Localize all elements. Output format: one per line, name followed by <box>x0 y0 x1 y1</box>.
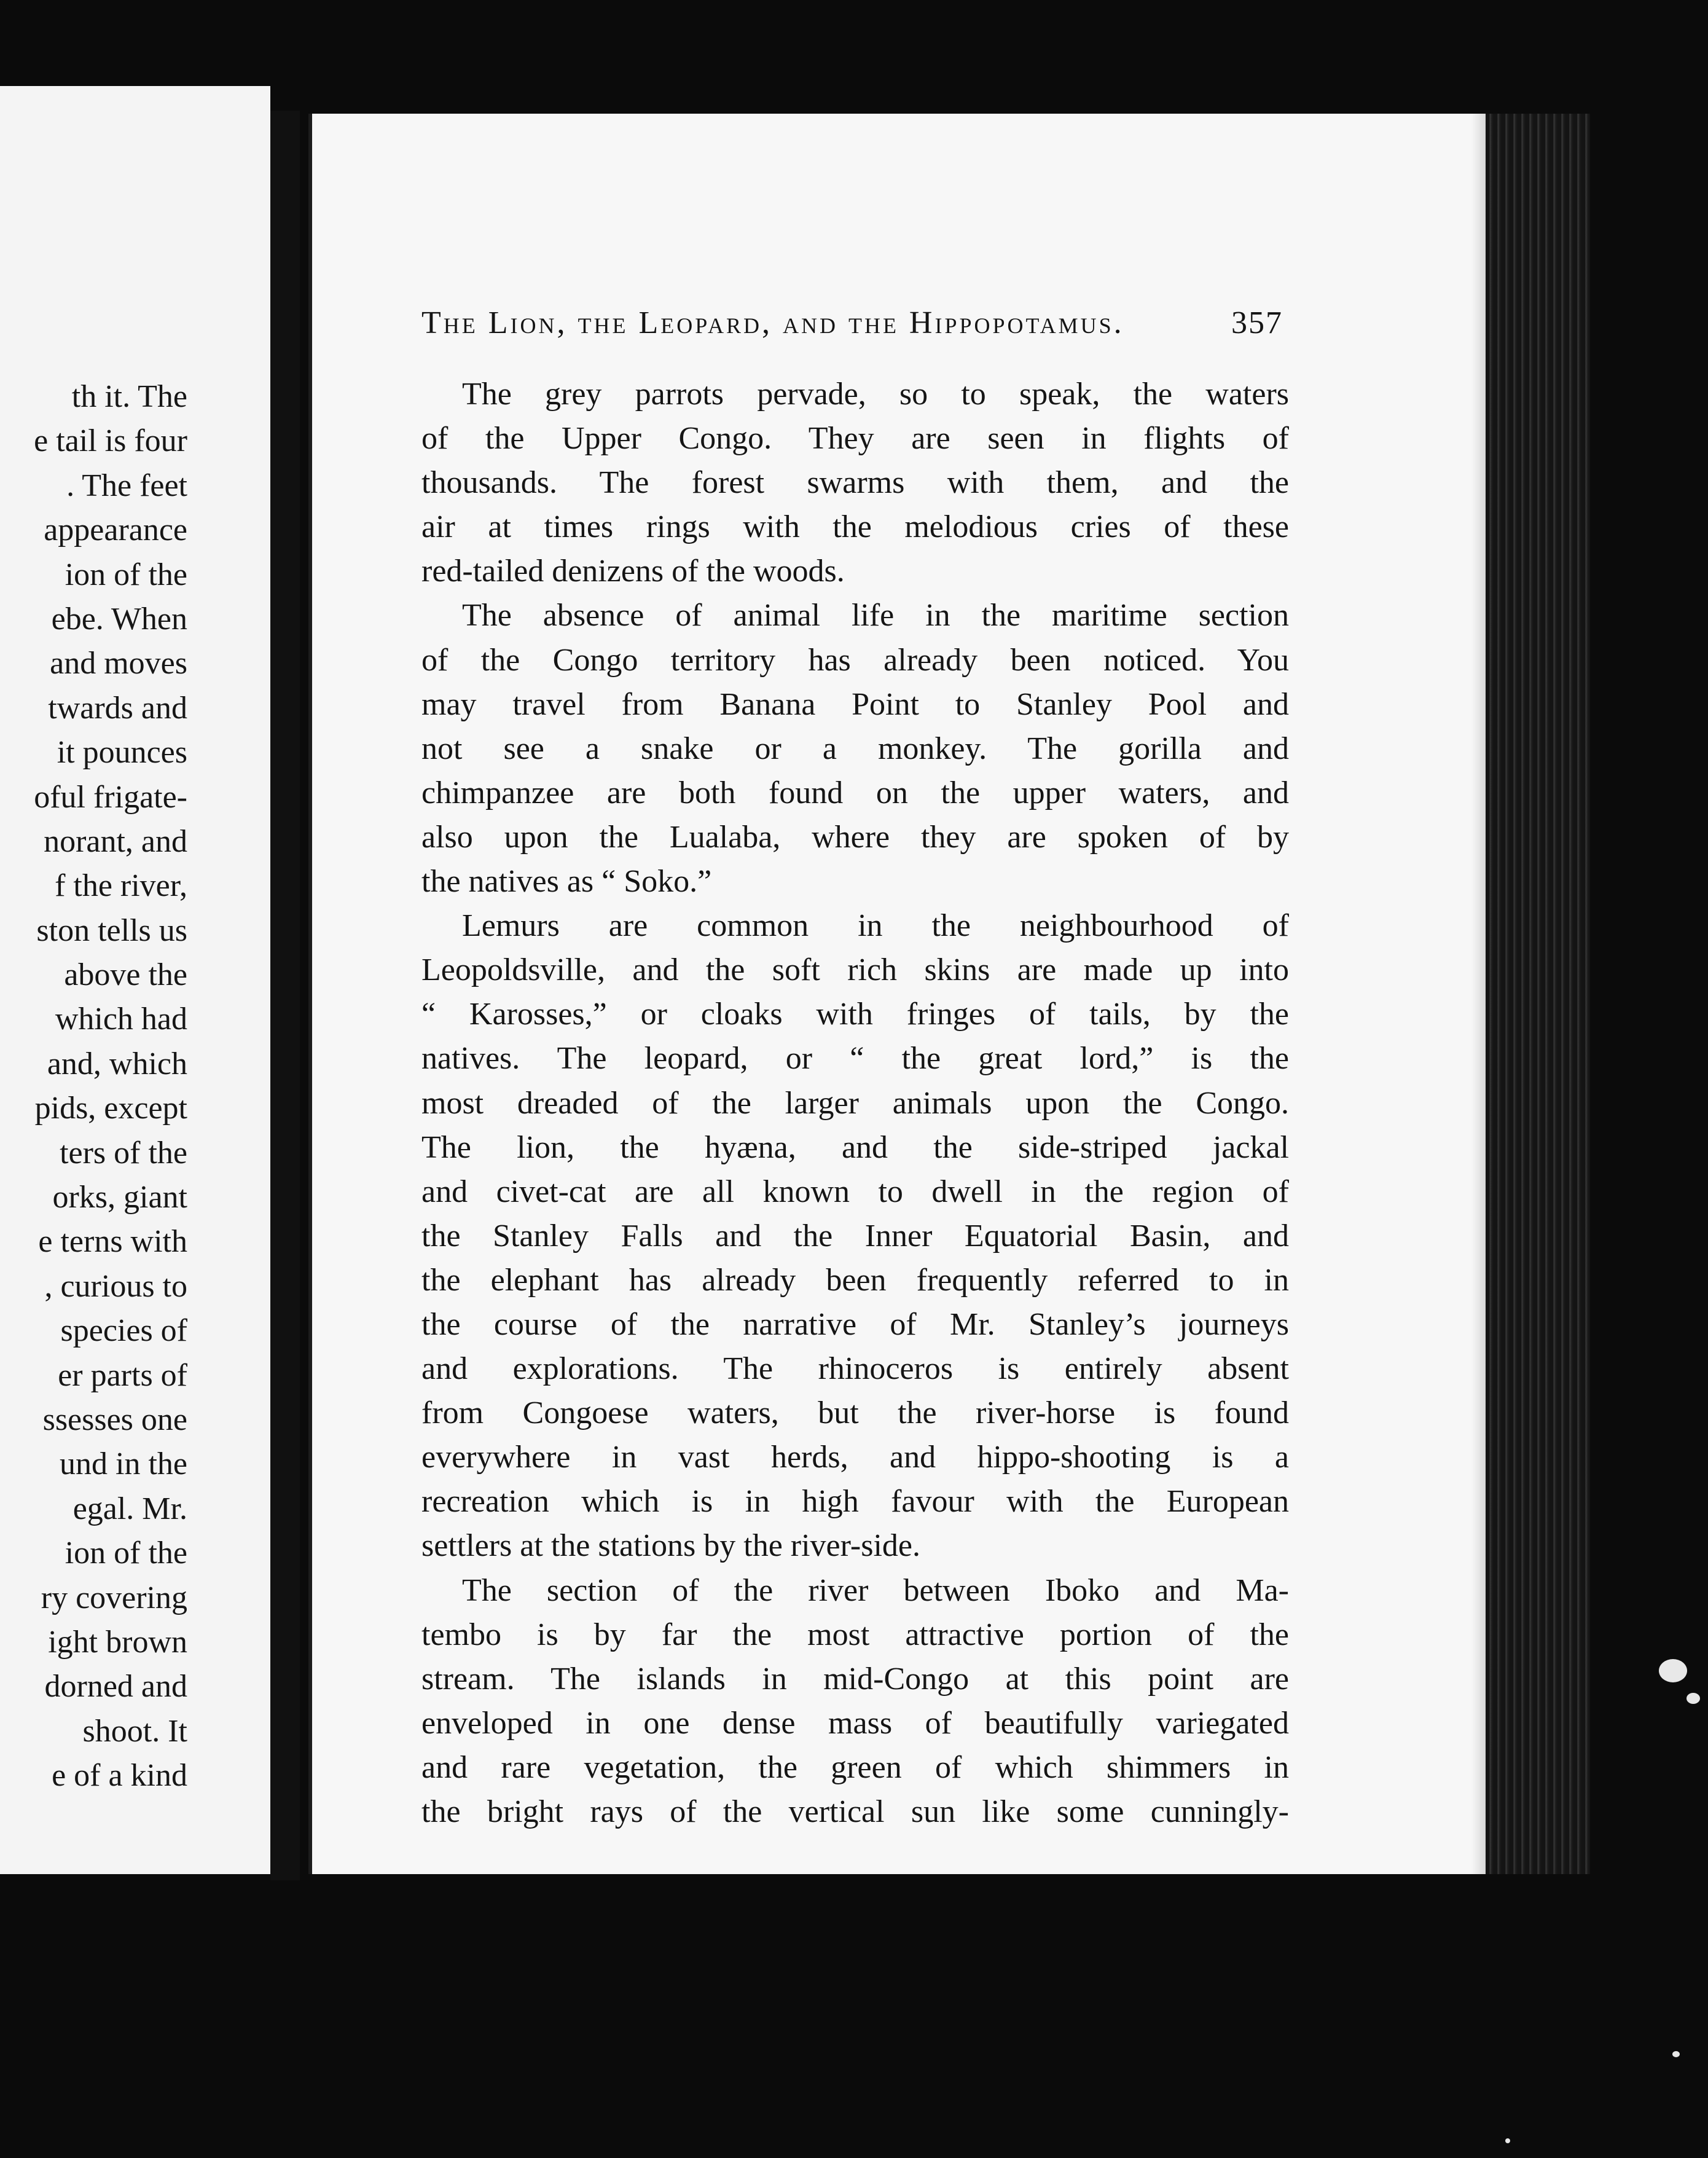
left-page-line: ebe. When <box>51 601 187 637</box>
left-page-line: norant, and <box>44 823 187 859</box>
page-number: 357 <box>1231 305 1283 340</box>
text-line: air at times rings with the melodious cries of these <box>421 509 1289 545</box>
text-line: also upon the Lualaba, where they are spoken of by <box>421 819 1289 855</box>
left-page-line: ion of the <box>65 1536 187 1571</box>
left-page-line: e terns with <box>38 1224 187 1260</box>
text-line: and explorations. The rhinoceros is entirely absent <box>421 1351 1289 1387</box>
text-line: “ Karosses,” or cloaks with fringes of tails, by the <box>421 997 1289 1032</box>
left-page-line: ston tells us <box>36 912 187 948</box>
text-line: chimpanzee are both found on the upper waters, and <box>421 775 1289 810</box>
left-page-line: dorned and <box>44 1669 187 1705</box>
left-page-line: twards and <box>48 690 187 726</box>
left-page-line: und in the <box>60 1446 187 1482</box>
left-page-line: e of a kind <box>52 1758 187 1794</box>
left-page-line: and, which <box>47 1046 187 1081</box>
running-head <box>421 305 1283 341</box>
scan-speck <box>1686 1693 1700 1704</box>
scan-speck <box>1659 1659 1687 1682</box>
left-page-line: ight brown <box>48 1624 187 1660</box>
left-page-text <box>0 375 187 1799</box>
text-line: Leopoldsville, and the soft rich skins are made up into <box>421 952 1289 988</box>
text-line: may travel from Banana Point to Stanley Pool and <box>421 686 1289 722</box>
scan-speck <box>1505 2138 1510 2143</box>
text-line: The absence of animal life in the maritime section <box>462 598 1289 634</box>
text-line: Lemurs are common in the neighbourhood of <box>462 908 1289 944</box>
text-line: the bright rays of the vertical sun like some cunningly- <box>421 1794 1289 1829</box>
text-line: settlers at the stations by the river-side. <box>421 1528 920 1564</box>
paragraph <box>421 372 1289 594</box>
left-page-line: e tail is four <box>34 423 187 459</box>
left-page-line: oful frigate- <box>34 779 187 815</box>
left-page-line: . The feet <box>66 468 187 503</box>
left-page-line: pids, except <box>34 1091 187 1126</box>
text-line: the elephant has already been frequently referred to in <box>421 1262 1289 1298</box>
text-line: enveloped in one dense mass of beautifully variegated <box>421 1705 1289 1741</box>
left-page-line: egal. Mr. <box>72 1491 187 1526</box>
paragraph <box>421 1569 1289 1835</box>
text-line: red-tailed denizens of the woods. <box>421 554 845 589</box>
book-page-edges <box>1486 114 1590 1874</box>
left-page-line: and moves <box>50 646 187 681</box>
text-line: and civet-cat are all known to dwell in the region of <box>421 1174 1289 1209</box>
text-line: of the Upper Congo. They are seen in flights of <box>421 421 1289 457</box>
left-page-line: shoot. It <box>82 1713 187 1749</box>
text-line: the natives as “ Soko.” <box>421 864 712 900</box>
text-line: The lion, the hyæna, and the side-striped jackal <box>421 1129 1289 1165</box>
text-line: everywhere in vast herds, and hippo-shooting is a <box>421 1440 1289 1475</box>
left-page-line: , curious to <box>44 1268 187 1304</box>
left-page-line: appearance <box>44 512 187 548</box>
text-line: stream. The islands in mid-Congo at this point are <box>421 1661 1289 1697</box>
left-page-line: which had <box>55 1002 187 1037</box>
paragraph <box>421 594 1289 904</box>
text-line: from Congoese waters, but the river-horse is found <box>421 1395 1289 1431</box>
left-page-line: ry covering <box>41 1580 187 1615</box>
text-line: the Stanley Falls and the Inner Equatorial Basin, and <box>421 1218 1289 1254</box>
text-line: tembo is by far the most attractive portion of the <box>421 1617 1289 1652</box>
left-page-line: ssesses one <box>42 1402 187 1437</box>
left-page <box>0 86 270 1874</box>
page-body-text <box>421 372 1289 1834</box>
paragraph <box>421 904 1289 1568</box>
left-page-line: er parts of <box>58 1357 187 1393</box>
text-line: The grey parrots pervade, so to speak, the waters <box>462 377 1289 412</box>
scan-speck <box>1672 2051 1680 2057</box>
left-page-line: f the river, <box>55 868 187 904</box>
text-line: most dreaded of the larger animals upon the Congo. <box>421 1085 1289 1121</box>
running-head-title: The Lion, the Leopard, and the Hippopotamus. <box>421 305 1124 340</box>
text-line: of the Congo territory has already been noticed. You <box>421 642 1289 678</box>
left-page-line: species of <box>60 1313 187 1349</box>
left-page-line: it pounces <box>57 735 187 771</box>
text-line: the course of the narrative of Mr. Stanley’s journeys <box>421 1306 1289 1342</box>
text-line: and rare vegetation, the green of which shimmers in <box>421 1749 1289 1785</box>
text-line: natives. The leopard, or “ the great lord,” is the <box>421 1041 1289 1077</box>
text-line: thousands. The forest swarms with them, and the <box>421 465 1289 501</box>
left-page-line: th it. The <box>71 379 187 414</box>
left-page-line: ion of the <box>65 557 187 592</box>
text-line: recreation which is in high favour with the European <box>421 1484 1289 1520</box>
left-page-line: ters of the <box>60 1135 187 1171</box>
text-line: The section of the river between Iboko and Ma- <box>462 1572 1289 1608</box>
left-page-line: above the <box>64 957 187 993</box>
book-gutter <box>270 111 300 1880</box>
text-line: not see a snake or a monkey. The gorilla and <box>421 731 1289 766</box>
left-page-line: orks, giant <box>52 1180 187 1215</box>
